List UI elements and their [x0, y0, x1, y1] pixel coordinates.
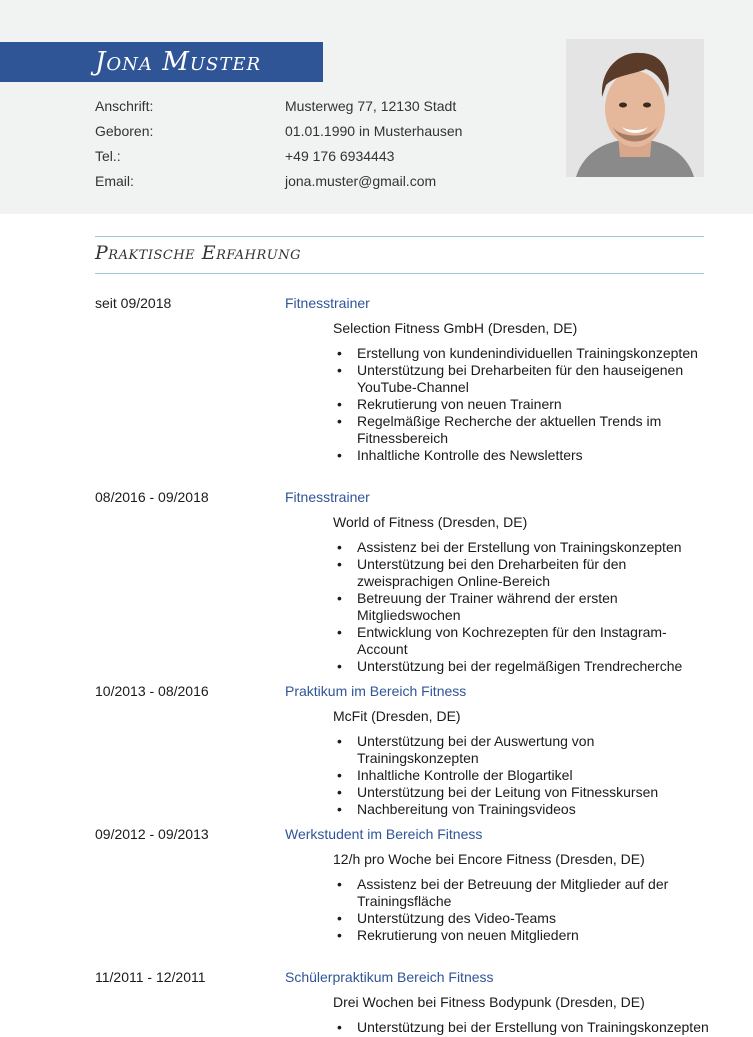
contact-row-birth: [95, 121, 535, 141]
bullet-item: • Betreuung der Trainer während der ersten Mitgliedswochen: [333, 590, 713, 624]
contact-row-email: [95, 171, 535, 191]
entry-company: 12/h pro Woche bei Encore Fitness (Dresden, DE): [333, 851, 645, 867]
entry-bullets: [333, 1019, 713, 1036]
contact-label: Email:: [95, 173, 134, 189]
bullet-item: • Assistenz bei der Erstellung von Trainingskonzepten: [333, 539, 713, 556]
entry-date: 09/2012 - 09/2013: [95, 826, 209, 842]
entry-title: Praktikum im Bereich Fitness: [285, 683, 467, 699]
contact-value: jona.muster@gmail.com: [285, 173, 437, 189]
entry-bullets: [333, 876, 713, 944]
entry-bullets: [333, 345, 713, 464]
bullet-item: • Erstellung von kundenindividuellen Trainingskonzepten: [333, 345, 713, 362]
contact-value: Musterweg 77, 12130 Stadt: [285, 98, 457, 114]
entry-title: Fitnesstrainer: [285, 489, 370, 505]
entry-company: World of Fitness (Dresden, DE): [333, 514, 528, 530]
bullet-item: • Unterstützung bei der regelmäßigen Trendrecherche: [333, 658, 713, 675]
entry-bullets: [333, 539, 713, 675]
entry-company: Drei Wochen bei Fitness Bodypunk (Dresden, DE): [333, 994, 645, 1010]
contact-label: Geboren:: [95, 123, 154, 139]
entry-title: Schülerpraktikum Bereich Fitness: [285, 969, 494, 985]
contact-label: Tel.:: [95, 148, 121, 164]
entry-date: 08/2016 - 09/2018: [95, 489, 209, 505]
section-title: Praktische Erfahrung: [95, 242, 301, 264]
contact-row-phone: [95, 146, 535, 166]
entry-title: Fitnesstrainer: [285, 295, 370, 311]
bullet-item: • Nachbereitung von Trainingsvideos: [333, 801, 713, 818]
contact-value: +49 176 6934443: [285, 148, 395, 164]
contact-label: Anschrift:: [95, 98, 154, 114]
bullet-item: • Unterstützung des Video-Teams: [333, 910, 713, 927]
bullet-item: • Rekrutierung von neuen Trainern: [333, 396, 713, 413]
entry-date: 11/2011 - 12/2011: [95, 969, 206, 985]
section-bottom-rule: [95, 273, 704, 274]
bullet-item: • Inhaltliche Kontrolle der Blogartikel: [333, 767, 713, 784]
entry-date: seit 09/2018: [95, 295, 172, 311]
bullet-item: • Entwicklung von Kochrezepten für den Instagram-Account: [333, 624, 713, 658]
person-portrait-icon: [566, 39, 704, 177]
contact-row-address: [95, 96, 535, 116]
entry-date: 10/2013 - 08/2016: [95, 683, 209, 699]
entry-company: McFit (Dresden, DE): [333, 708, 461, 724]
header-band: [0, 0, 753, 214]
entry-company: Selection Fitness GmbH (Dresden, DE): [333, 320, 578, 336]
person-name: Jona Muster: [95, 47, 262, 77]
bullet-item: • Unterstützung bei Dreharbeiten für den hauseigenen YouTube-Channel: [333, 362, 713, 396]
bullet-item: • Assistenz bei der Betreuung der Mitglieder auf der Trainingsfläche: [333, 876, 713, 910]
entry-bullets: [333, 733, 713, 818]
contact-value: 01.01.1990 in Musterhausen: [285, 123, 463, 139]
profile-photo: [566, 39, 704, 177]
section-top-rule: [95, 236, 704, 237]
bullet-item: • Unterstützung bei der Erstellung von Trainingskonzepten: [333, 1019, 713, 1036]
bullet-item: • Inhaltliche Kontrolle des Newsletters: [333, 447, 713, 464]
bullet-item: • Unterstützung bei der Leitung von Fitnesskursen: [333, 784, 713, 801]
bullet-item: • Unterstützung bei der Auswertung von Trainingskonzepten: [333, 733, 713, 767]
bullet-item: • Unterstützung bei den Dreharbeiten für den zweisprachigen Online-Bereich: [333, 556, 713, 590]
bullet-item: • Rekrutierung von neuen Mitgliedern: [333, 927, 713, 944]
bullet-item: • Regelmäßige Recherche der aktuellen Trends im Fitnessbereich: [333, 413, 713, 447]
entry-title: Werkstudent im Bereich Fitness: [285, 826, 483, 842]
